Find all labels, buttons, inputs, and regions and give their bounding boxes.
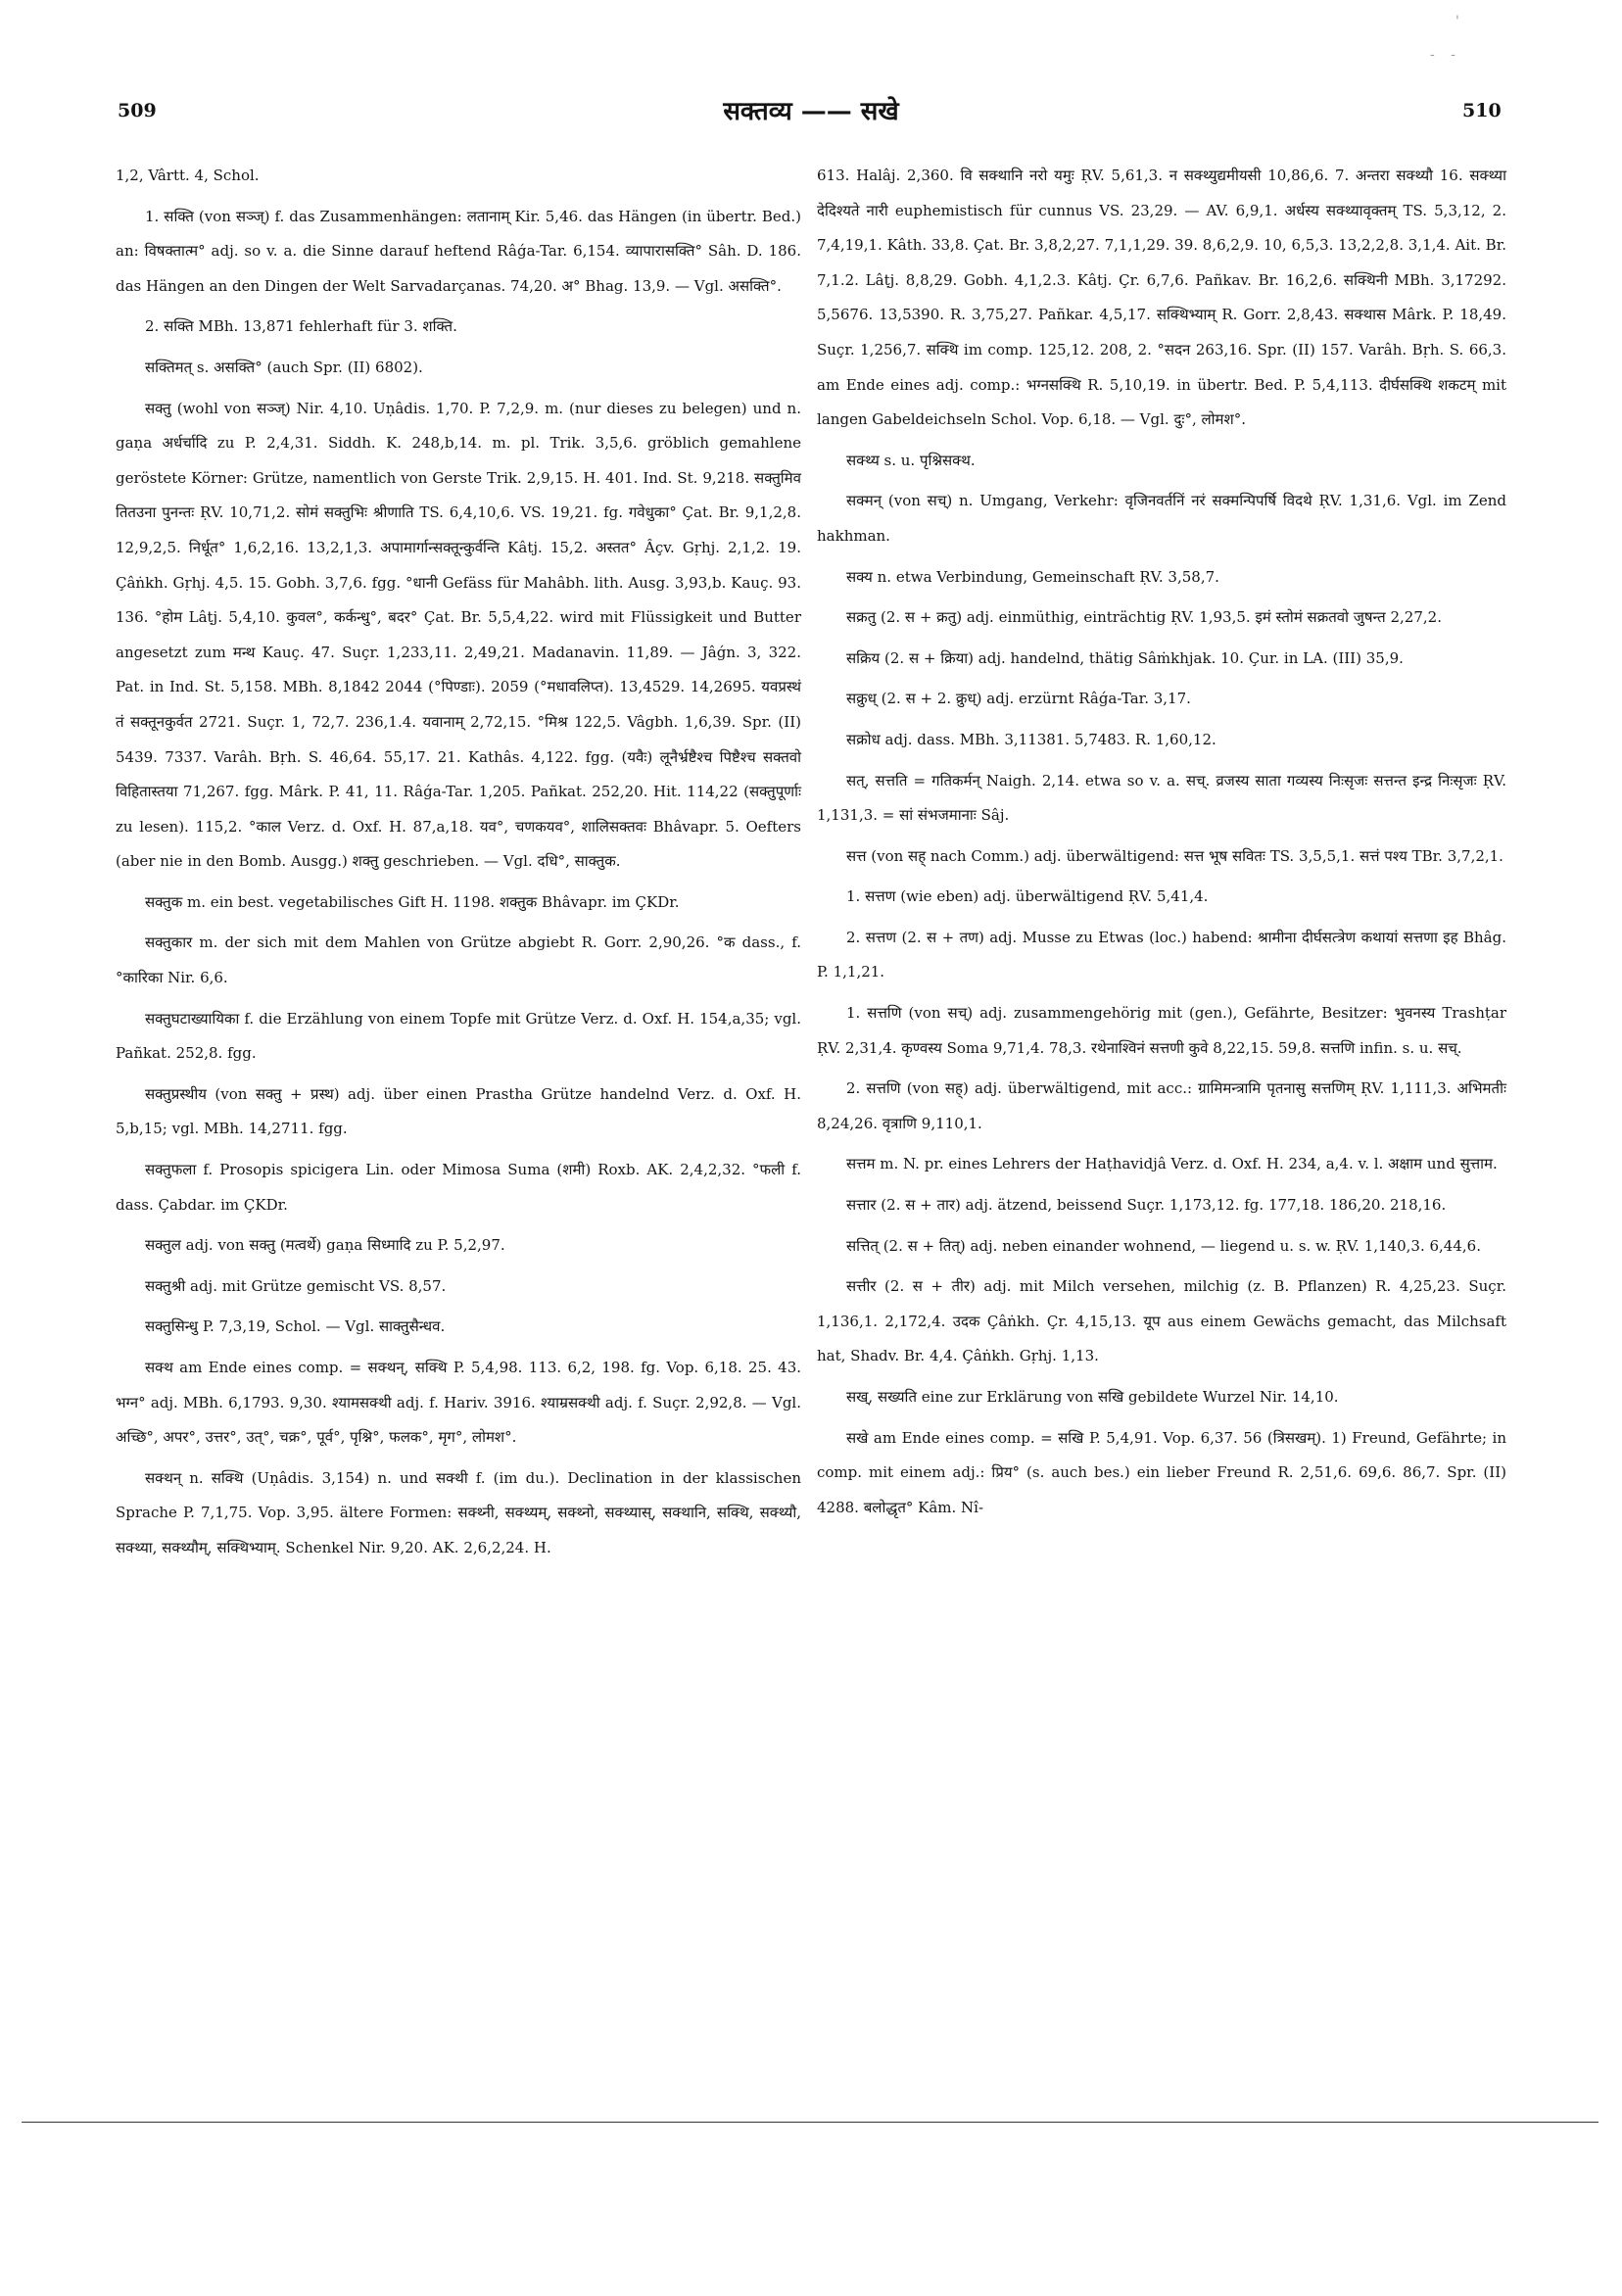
entry-sattana-1: 1. सत्तण (wie eben) adj. überwältigend ṚV. 5,41,4. (846, 887, 1209, 906)
entry-saktukara: सक्तुकार m. der sich mit dem Mahlen von Grütze abgiebt R. Gorr. 2,90,26. °क dass., f. °कारिका Nir. 6,6. (116, 933, 801, 987)
entry-saktula: सक्तुल adj. von सक्तु (मत्वर्थे) gaṇa सिध्मादि zu P. 5,2,97. (145, 1236, 505, 1255)
entry-sakrodha: सक्रोध adj. dass. MBh. 3,11381. 5,7483. R. 1,60,12. (846, 730, 1216, 748)
entry-saktu: सक्तु (wohl von सञ्ज्) Nir. 4,10. Uṇâdis. 1,70. P. 7,2,9. m. (nur dieses zu belegen) und n. gaṇa अर्धर्चादि zu P. 2,4,31. Siddh. K. 248,b,14. m. pl. Trik. 3,5,6. gröblich gemahlene geröstete Körner: Grütze, namentlich von Gerste Trik. 2,9,15. H. 401. Ind. St. 9,218. सक्तुमिव तितउना पुनन्तः ṚV. 10,71,2. सोमं सक्तुभिः श्रीणाति TS. 6,4,10,6. VS. 19,21. fg. गवेधुका° Çat. Br. 9,1,2,8. 12,9,2,5. निर्धूत° 1,6,2,16. 13,2,1,3. अपामार्गान्सक्तून्कुर्वन्ति Kâtj. 15,2. अस्तत° Âçv. Gṛhj. 2,1,2. 19. Çâṅkh. Gṛhj. 4,5. 15. Gobh. 3,7,6. fgg. °धानी Gefäss für Mahâbh. lith. Ausg. 3,93,b. Kauç. 93. 136. °होम Lâṭj. 5,4,10. कुवल°, कर्कन्धु°, बदर° Çat. Br. 5,5,4,22. wird mit Flüssigkeit und Butter angesetzt zum मन्थ Kauç. 47. Suçr. 1,233,11. 2,49,21. Madanavin. 11,89. — Jâǵn. 3, 322. Pat. in Ind. St. 5,158. MBh. 8,1842 2044 (°पिण्डाः). 2059 (°मधावलिप्त). 13,4529. 14,2695. यवप्रस्थं तं सक्तूनकुर्वत 2721. Suçr. 1, 72,7. 236,1.4. यवानाम् 2,72,15. °मिश्र 122,5. Vâgbh. 1,6,39. Spr. (II) 5439. 7337. Varâh. Bṛh. S. 46,64. 55,17. 21. Kathâs. 4,122. fgg. (यवैः) लूनैर्भ्रष्टैश्च पिष्टैश्च सक्तवो विहितास्तया 71,267. fgg. Mârk. P. 41, 11. Râǵa-Tar. 1,205. Pañkat. 252,20. Hit. 114,22 (सक्तुपूर्णाः zu lesen). 115,2. °काल Verz. d. Oxf. H. 87,a,18. यव°, चणकयव°, शालिसक्तवः Bhâvapr. 5. Oefters (aber nie in den Bomb. Ausgg.) शक्तु geschrieben. — Vgl. दधि°, साक्तुक. (116, 399, 801, 871)
entry-sattara: सत्तार (2. स + तार) adj. ätzend, beissend Suçr. 1,173,12. fg. 177,18. 186,20. 218,16. (846, 1196, 1447, 1215)
entry-sattani-2: 2. सत्तणि (von सह्) adj. überwältigend, mit acc.: ग्रामिमन्त्रामि पृतनासु सत्तणिम् ṚV. 1,111,3. अभिमतीः 8,24,26. वृत्राणि 9,110,1. (817, 1079, 1506, 1132)
page-number-right: 510 (1462, 100, 1502, 121)
entry-sattira: सत्तीर (2. स + तीर) adj. mit Milch versehen, milchig (z. B. Pflanzen) R. 4,25,23. Suçr. 1,136,1. 2,172,4. उदक Çâṅkh. Çr. 4,15,13. यूप aus einem Gewächs gemacht, das Milchsaft hat, Shadv. Br. 4,4. Çâṅkh. Gṛhj. 1,13. (817, 1277, 1506, 1365)
entry-sakh: सत्, सत्तति = गतिकर्मन् Naigh. 2,14. etwa so v. a. सच्. व्रजस्य साता गव्यस्य निःसृजः सत्तन्त इन्द्र निःसृजः ṚV. 1,131,3. = सां संभजमानाः Sâj. (817, 771, 1506, 825)
entry-sattani-1: 1. सत्तणि (von सच्) adj. zusammengehörig mit (gen.), Gefährte, Besitzer: भुवनस्य Trashṭar ṚV. 2,31,4. कृण्वस्य Soma 9,71,4. 78,3. रथेनाश्विनं सत्तणी कुवे 8,22,15. 59,8. सत्तणि infin. s. u. सच्. (817, 1004, 1506, 1057)
left-column (116, 159, 801, 1572)
entry-continuation: 1,2, Vârtt. 4, Schol. (116, 167, 260, 184)
entry-sakman: सक्मन् (von सच्) n. Umgang, Verkehr: वृजिनवर्तनिं नरं सक्मन्पिपर्षि विदथे ṚV. 1,31,6. Vgl. im Zend hakhman. (817, 492, 1506, 545)
entry-sakriya: सक्रिय (2. स + क्रिया) adj. handelnd, thätig Sâṁkhjak. 10. Çur. in LA. (III) 35,9. (846, 648, 1404, 667)
page-number-left: 509 (118, 100, 157, 121)
entry-saktusindhu: सक्तुसिन्धु P. 7,3,19, Schol. — Vgl. साक्तुसैन्धव. (145, 1317, 446, 1336)
entry-saktuka: सक्तुक m. ein best. vegetabilisches Gift H. 1198. शक्तुक Bhâvapr. im ÇKDr. (145, 892, 680, 911)
entry-sakti-2: 2. सक्ति MBh. 13,871 fehlerhaft für 3. शक्ति. (145, 317, 457, 336)
bottom-rule (22, 2122, 1598, 2123)
entry-saktha: सक्थ am Ende eines comp. = सक्थन्, सक्थि P. 5,4,98. 113. 6,2, 198. fg. Vop. 6,18. 25. 43. भग्न° adj. MBh. 6,1793. 9,30. श्यामसक्थी adj. f. Hariv. 3916. श्याम्रसक्थी adj. f. Suçr. 2,92,8. — Vgl. अच्छि°, अपर°, उत्तर°, उत्°, चक्र°, पूर्व°, पृश्नि°, फलक°, मृग°, लोमश°. (116, 1359, 801, 1447)
entry-satta: सत्त (von सह् nach Comm.) adj. überwältigend: सत्त भूष सवितः TS. 3,5,5,1. सत्तं पश्य TBr. 3,7,2,1. (846, 846, 1503, 865)
entry-sattit: सत्तित् (2. स + तित्) adj. neben einander wohnend, — liegend u. s. w. ṚV. 1,140,3. 6,44,6. (846, 1236, 1481, 1255)
entry-saktimat: सक्तिमत् s. असक्ति° (auch Spr. (II) 6802). (145, 358, 423, 376)
running-head: सक्तव्य —— सखे (723, 97, 899, 126)
entry-sakratu: सक्रतु (2. स + क्रतु) adj. einmüthig, einträchtig ṚV. 1,93,5. इमं स्तोमं सक्रतवो जुषन्त 2,27,2. (846, 608, 1442, 627)
entry-saktushri: सक्तुश्री adj. mit Grütze gemischt VS. 8,57. (145, 1276, 447, 1295)
entry-sattama: सत्तम m. N. pr. eines Lehrers der Haṭhavidjâ Verz. d. Oxf. H. 234, a,4. v. l. अक्षाम und सुत्ताम. (846, 1155, 1498, 1173)
entry-continuation-right: 613. Halâj. 2,360. वि सक्थानि नरो यमुः ṚV. 5,61,3. न सक्थ्युद्यमीयसी 10,86,6. 7. अन्तरा सक्थ्यौ 16. सक्थ्या देदिश्यते नारी euphemistisch für cunnus VS. 23,29. — AV. 6,9,1. अर्धस्य सक्थ्यावृक्तम् TS. 5,3,12, 2. 7,4,19,1. Kâth. 33,8. Çat. Br. 3,8,2,27. 7,1,1,29. 39. 8,6,2,9. 10, 6,5,3. 13,2,2,8. 3,1,4. Ait. Br. 7,1.2. Lâṭj. 8,8,29. Gobh. 4,1,2.3. Kâtj. Çr. 6,7,6. Pañkav. Br. 16,2,6. सक्थिनी MBh. 3,17292. 5,5676. 13,5390. R. 3,75,27. Pañkar. 4,5,17. सक्थिभ्याम् R. Gorr. 2,8,43. सक्थास Mârk. P. 18,49. Suçr. 1,256,7. सक्थि im comp. 125,12. 208, 2. °सदन 263,16. Spr. (II) 157. Varâh. Bṛh. S. 66,3. am Ende eines adj. comp.: भग्नसक्थि R. 5,10,19. in übertr. Bed. P. 5,4,113. दीर्घसक्थि शकटम् mit langen Gabeldeichseln Schol. Vop. 6,18. — Vgl. दुः°, लोमश°. (817, 167, 1506, 429)
entry-sakya: सक्य n. etwa Verbindung, Gemeinschaft ṚV. 3,58,7. (846, 567, 1219, 586)
entry-sakrudh: सक्रुध् (2. स + 2. क्रुध्) adj. erzürnt Râǵa-Tar. 3,17. (846, 690, 1191, 708)
corner-mark: - - (1430, 47, 1461, 63)
entry-sakhe: सखे am Ende eines comp. = सखि P. 5,4,91. Vop. 6,37. 56 (त्रिसखम्). 1) Freund, Gefährte; in comp. mit einem adj.: प्रिय° (s. auch bes.) ein lieber Freund R. 2,51,6. 69,6. 86,7. Spr. (II) 4288. बलोद्धृत° Kâm. Nî- (817, 1428, 1506, 1516)
corner-dot: ' (1455, 14, 1459, 29)
entry-saktuphala: सक्तुफला f. Prosopis spicigera Lin. oder Mimosa Suma (शमी) Roxb. AK. 2,4,2,32. °फली f. dass. Çabdar. im ÇKDr. (116, 1161, 801, 1214)
entry-sakhyati: सख्, सख्यति eine zur Erklärung von सखि gebildete Wurzel Nir. 14,10. (846, 1388, 1339, 1406)
entry-sakthya: सक्थ्य s. u. पृश्निसक्थ. (846, 451, 976, 469)
right-column (817, 159, 1506, 1531)
entry-saktuprasthiya: सक्तुप्रस्थीय (von सक्तु + प्रस्थ) adj. über einen Prastha Grütze handelnd Verz. d. Oxf. H. 5,b,15; vgl. MBh. 14,2711. fgg. (116, 1084, 801, 1138)
entry-sakti-1: 1. सक्ति (von सञ्ज्) f. das Zusammenhängen: लतानाम् Kir. 5,46. das Hängen (in übertr. Bed.) an: विषक्तात्म° adj. so v. a. die Sinne darauf heftend Râǵa-Tar. 6,154. व्यापारासक्ति° Sâh. D. 186. das Hängen an den Dingen der Welt Sarvadarçanas. 74,20. अ° Bhag. 13,9. — Vgl. असक्ति°. (116, 207, 801, 295)
entry-saktughata: सक्तुघटाख्यायिका f. die Erzählung von einem Topfe mit Grütze Verz. d. Oxf. H. 154,a,35; vgl. Pañkat. 252,8. fgg. (116, 1009, 801, 1063)
entry-sattana-2: 2. सत्तण (2. स + तण) adj. Musse zu Etwas (loc.) habend: श्रामीना दीर्घसत्त्रेण कथायां सत्तणा इह Bhâg. P. 1,1,21. (817, 928, 1506, 981)
entry-sakthan: सक्थन् n. सक्थि (Uṇâdis. 3,154) n. und सक्थी f. (im du.). Declination in der klassischen Sprache P. 7,1,75. Vop. 3,95. ältere Formen: सक्थ्नी, सक्थ्यम्, सक्थ्नो, सक्थ्यास्, सक्थानि, सक्थि, सक्थ्यौ, सक्थ्या, सक्थ्यौम्, सक्थिभ्याम्. Schenkel Nir. 9,20. AK. 2,6,2,24. H. (116, 1468, 801, 1556)
